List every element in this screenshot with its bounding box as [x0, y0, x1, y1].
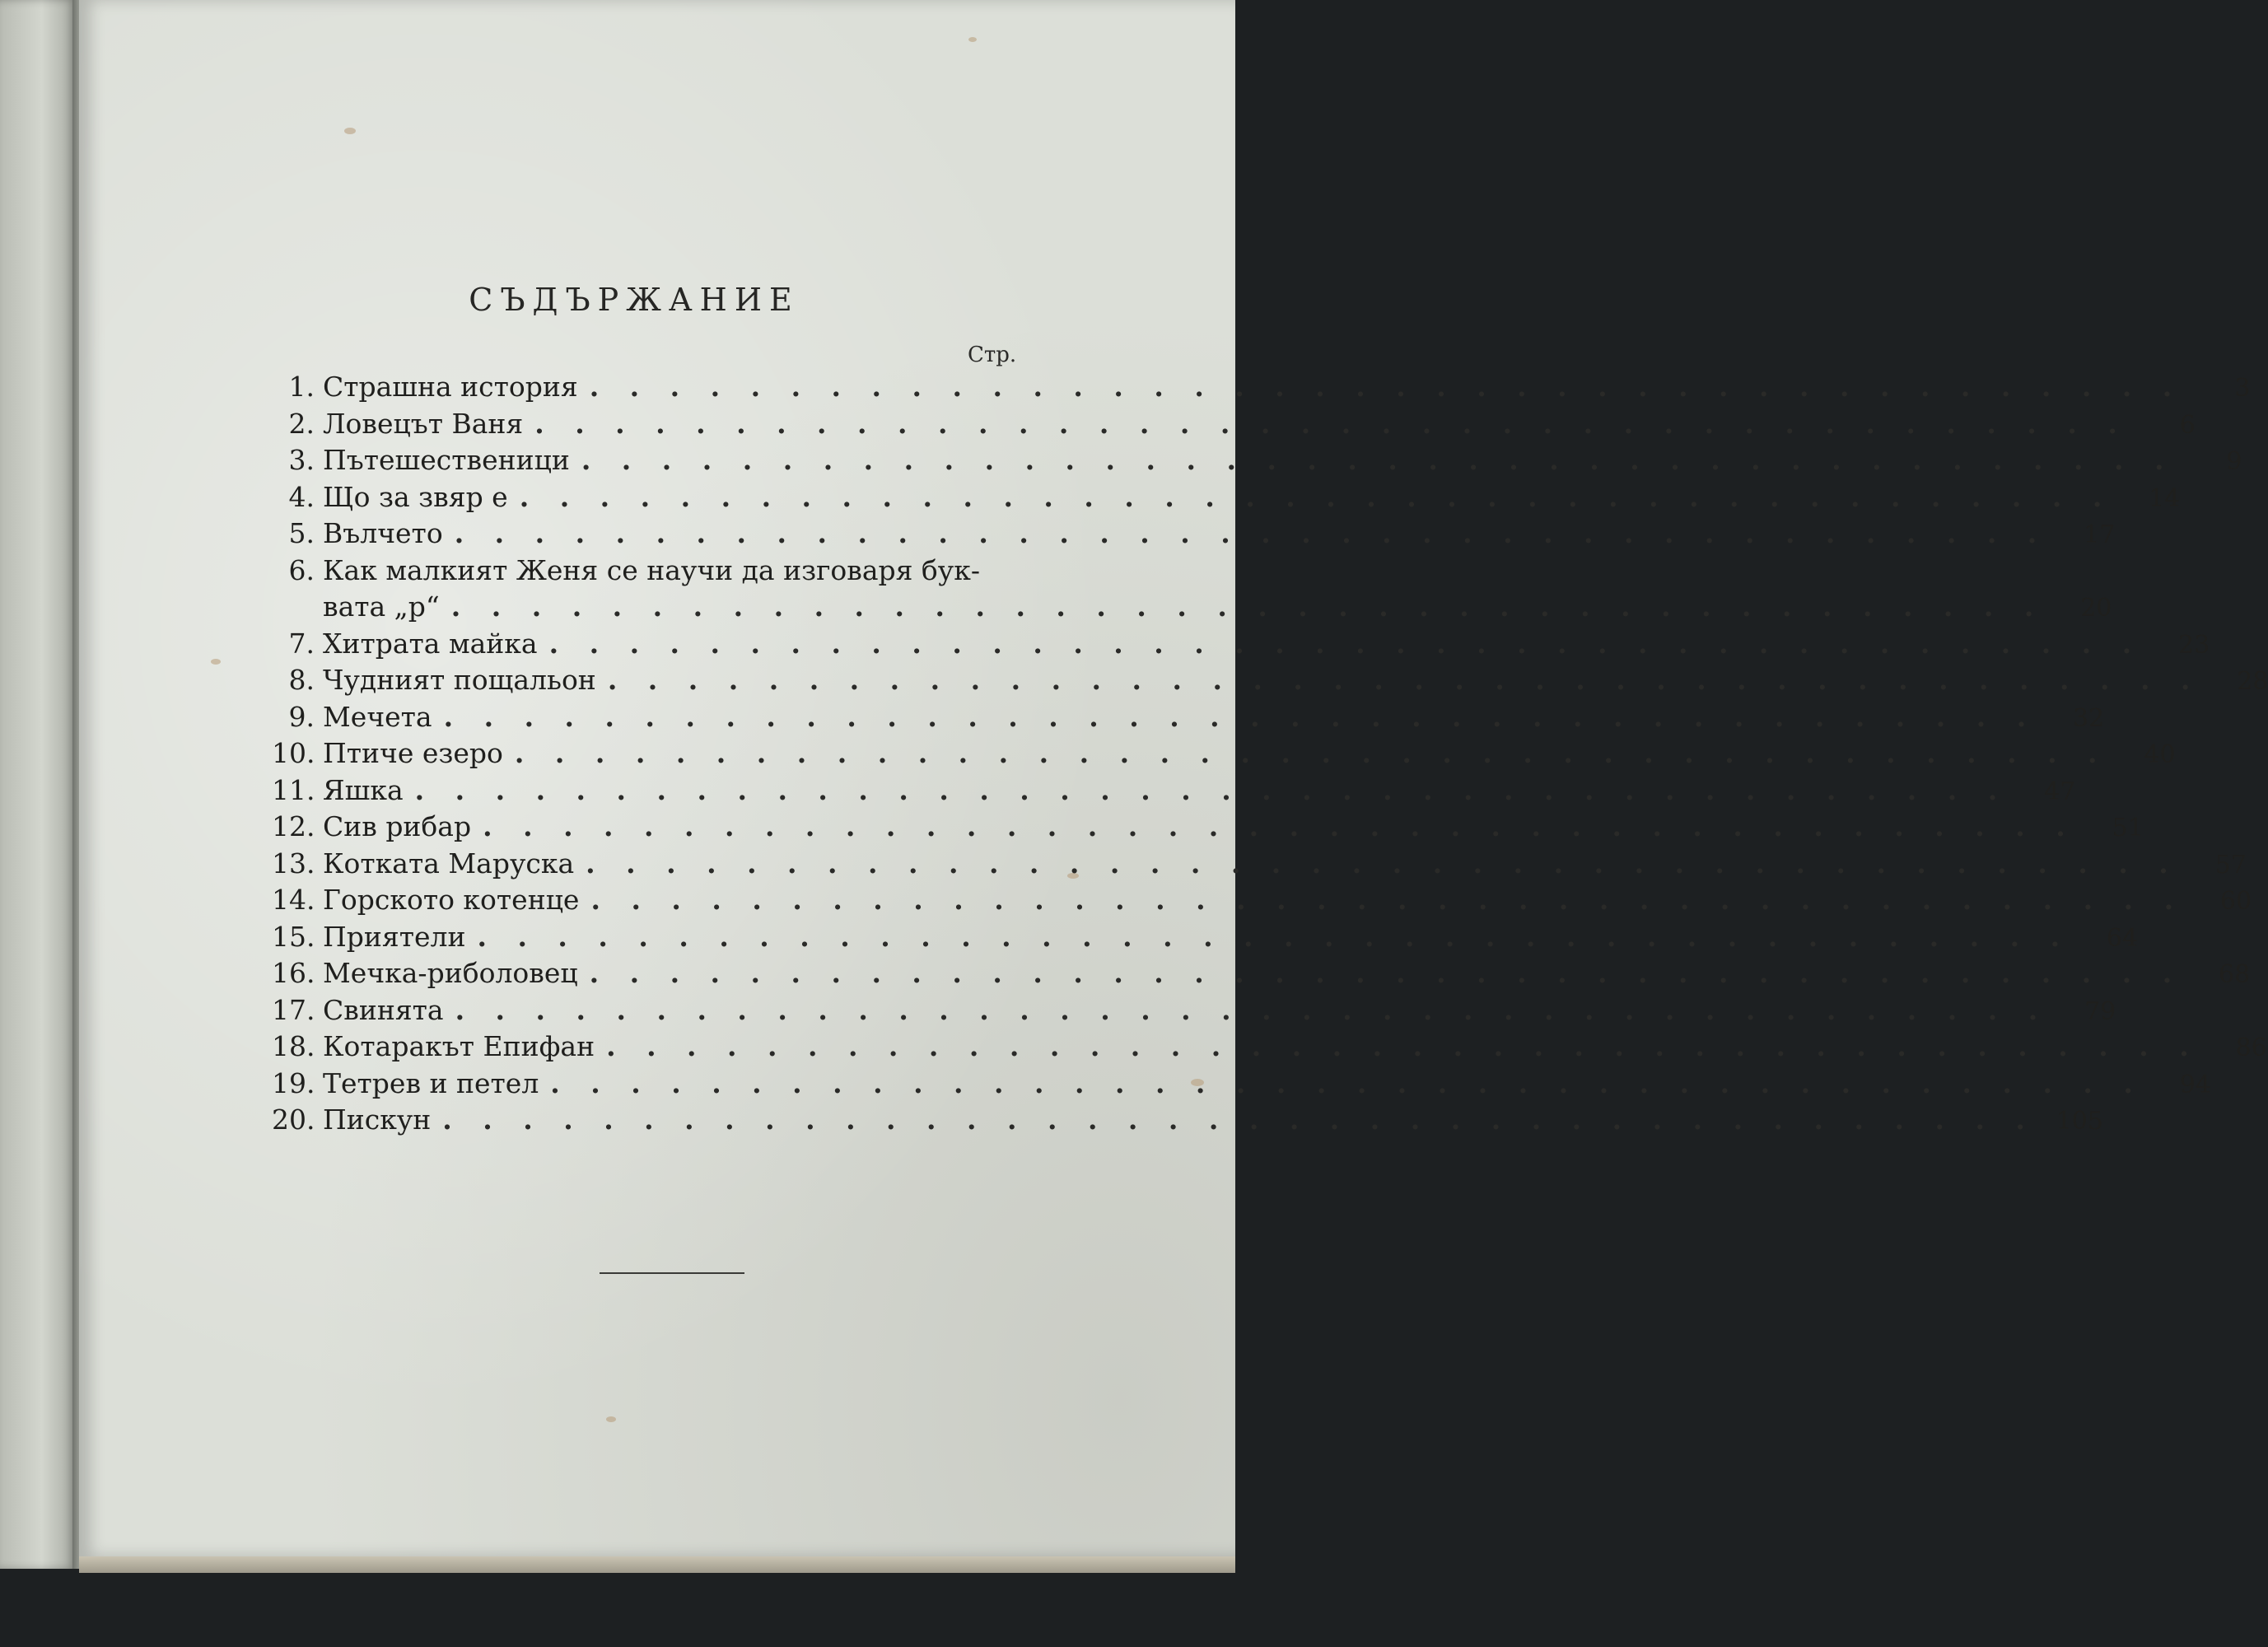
toc-entry-number: 14.	[272, 884, 315, 916]
dot-leader: . . . . . . . . . . . . . . . . . . . . . . . . . . . . . . . . . . . . . . . .	[550, 1066, 2144, 1099]
dot-leader: . . . . . . . . . . . . . . . . . . . . . . . . . . . . . . . . . . . . . . . .	[450, 590, 2045, 623]
toc-entry-page: 17	[2084, 520, 2116, 549]
toc-entry-page: 64	[2106, 923, 2139, 953]
toc-entry	[272, 955, 2251, 992]
toc-entry-number: 3.	[288, 444, 315, 476]
toc-entry-page: 3	[2234, 374, 2251, 403]
table-of-contents	[272, 369, 2268, 1139]
toc-entry-number: 5.	[288, 517, 315, 549]
toc-entry-page: 9	[2226, 447, 2242, 476]
toc-entry	[272, 369, 2251, 406]
toc-entry-page: 23	[2178, 630, 2210, 660]
dot-leader: . . . . . . . . . . . . . . . . . . . . . . . . . . . . . . . . . . . . . . . .	[443, 700, 2037, 733]
toc-entry-title: Тетрев и петел	[323, 1066, 539, 1099]
toc-entry	[272, 882, 2252, 919]
toc-entry-page: 14	[2149, 483, 2181, 513]
toc-entry-number: 6.	[288, 553, 315, 586]
toc-entry-page: 79	[2084, 996, 2116, 1026]
toc-entry	[272, 735, 2176, 772]
page-column-label: Стр.	[968, 343, 1017, 367]
toc-entry-number: 4.	[288, 480, 315, 513]
toc-entry-page: 40	[2144, 740, 2176, 769]
toc-entry-page: 57	[2214, 850, 2247, 879]
dot-leader: . . . . . . . . . . . . . . . . . . . . . . . . . . . . . . . . . . . . . . . .	[442, 1103, 2036, 1136]
toc-entry-page: 51	[2112, 814, 2144, 842]
toc-entry	[272, 516, 2116, 553]
toc-entry	[272, 809, 2144, 846]
toc-entry	[272, 1102, 2103, 1139]
paper-fleck	[968, 37, 977, 42]
dot-leader: . . . . . . . . . . . . . . . . . . . . . . . . . . . . . . . . . . . . . . . .	[590, 884, 2185, 916]
toc-entry-title: Яшка	[323, 773, 404, 806]
toc-entry-number: 10.	[272, 737, 315, 769]
toc-entry-title: Как малкият Женя се научи да изговаря бук-	[323, 553, 980, 586]
toc-entry	[272, 479, 2181, 516]
toc-entry-page: 20	[2080, 594, 2112, 623]
toc-entry-number: 1.	[288, 371, 315, 403]
toc-entry-page: 86	[2235, 1033, 2267, 1062]
toc-entry	[272, 1066, 2211, 1103]
dot-leader: . . . . . . . . . . . . . . . . . . . . . . . . . . . . . . . . . . . . . . . .	[586, 847, 2179, 879]
toc-entry-page: 47	[2044, 777, 2076, 806]
toc-entry-number: 18.	[272, 1030, 315, 1062]
toc-entry-title: Горското котенце	[323, 884, 580, 916]
paper-fleck	[606, 1416, 616, 1422]
toc-entry	[272, 772, 2076, 810]
toc-entry-number: 13.	[272, 847, 315, 879]
toc-entry-number: 2.	[288, 407, 315, 440]
paper-fleck	[344, 128, 356, 134]
toc-entry-number: 9.	[288, 700, 315, 733]
toc-entry-title: Котката Маруска	[323, 847, 575, 879]
toc-entry-page: 60	[2219, 887, 2252, 916]
toc-entry	[272, 406, 2196, 443]
toc-entry	[272, 1029, 2267, 1066]
dot-leader: . . . . . . . . . . . . . . . . . . . . . . . . . . . . . . . . . . . . . . . .	[607, 664, 2201, 696]
toc-entry-title: Пътешественици	[323, 444, 570, 476]
paper-fleck	[211, 659, 221, 665]
toc-entry-number: 15.	[272, 920, 315, 953]
dot-leader: . . . . . . . . . . . . . . . . . . . . . . . . . . . . . . . . . . . . . . . .	[589, 371, 2183, 403]
toc-entry	[272, 919, 2139, 956]
toc-entry	[272, 553, 2112, 626]
toc-entry	[272, 699, 2105, 736]
toc-entry-title: Мечета	[323, 700, 432, 733]
toc-entry-title: Страшна история	[323, 371, 578, 403]
toc-entry-page: 32	[2073, 703, 2105, 733]
dot-leader: . . . . . . . . . . . . . . . . . . . . . . . . . . . . . . . . . . . . . . . .	[483, 810, 2076, 842]
toc-entry-title: Птиче езеро	[323, 737, 503, 769]
toc-entry-title: Ловецът Ваня	[323, 407, 524, 440]
toc-entry-title: вата „р“	[323, 590, 440, 623]
toc-entry	[272, 992, 2116, 1029]
toc-entry-title: Мечка-риболовец	[323, 957, 578, 989]
toc-entry-page: 94	[2179, 1070, 2211, 1099]
toc-entry-number: 17.	[272, 993, 315, 1026]
toc-entry-number: 19.	[272, 1066, 315, 1099]
toc-entry-title: Чудният пощальон	[323, 664, 596, 696]
toc-entry-title: Сив рибар	[323, 810, 472, 842]
page-bottom-edge	[79, 1556, 1235, 1573]
toc-entry-page: 6	[2179, 410, 2196, 440]
dot-leader: . . . . . . . . . . . . . . . . . . . . . . . . . . . . . . . . . . . . . . . .	[519, 480, 2113, 513]
toc-entry-title: Приятели	[323, 920, 466, 953]
dot-leader: . . . . . . . . . . . . . . . . . . . . . . . . . . . . . . . . . . . . . . . .	[454, 517, 2048, 549]
dot-leader: . . . . . . . . . . . . . . . . . . . . . . . . . . . . . . . . . . . . . . . .	[606, 1030, 2200, 1062]
toc-entry-number: 20.	[272, 1103, 315, 1136]
toc-entry-page: 28	[2237, 667, 2268, 696]
toc-entry-number: 12.	[272, 810, 315, 842]
toc-entry	[272, 662, 2268, 699]
toc-entry	[272, 626, 2210, 663]
toc-entry-title: Що за звяр е	[323, 480, 508, 513]
toc-entry-number: 11.	[272, 773, 315, 806]
page-title: СЪДЪРЖАНИЕ	[469, 282, 800, 318]
end-rule	[600, 1272, 744, 1274]
toc-entry-page: 68	[2219, 960, 2251, 989]
dot-leader: . . . . . . . . . . . . . . . . . . . . . . . . . . . . . . . . . . . . . . . .	[548, 627, 2143, 660]
toc-entry-title: Котаракът Епифан	[323, 1030, 595, 1062]
toc-entry-number: 8.	[288, 664, 315, 696]
toc-entry-title: Вълчето	[323, 517, 443, 549]
toc-entry-title: Свинята	[323, 993, 444, 1026]
dot-leader: . . . . . . . . . . . . . . . . . . . . . . . . . . . . . . . . . . . . . . . .	[589, 957, 2183, 989]
toc-entry-number: 16.	[272, 957, 315, 989]
toc-entry	[272, 442, 2242, 479]
dot-leader: . . . . . . . . . . . . . . . . . . . . . . . . . . . . . . . . . . . . . . . .	[477, 920, 2071, 953]
dot-leader: . . . . . . . . . . . . . . . . . . . . . . . . . . . . . . . . . . . . . . . .	[455, 993, 2049, 1026]
toc-entry	[272, 846, 2247, 883]
dot-leader: . . . . . . . . . . . . . . . . . . . . . . . . . . . . . . . . . . . . . . . .	[581, 444, 2175, 476]
previous-page-edge	[0, 0, 76, 1569]
dot-leader: . . . . . . . . . . . . . . . . . . . . . . . . . . . . . . . . . . . . . . . .	[514, 737, 2108, 769]
dot-leader: . . . . . . . . . . . . . . . . . . . . . . . . . . . . . . . . . . . . . . . .	[534, 407, 2128, 440]
toc-entry-title: Пискун	[323, 1103, 432, 1136]
toc-entry-page: 105	[2056, 1107, 2103, 1136]
toc-entry-title: Хитрата майка	[323, 627, 538, 660]
toc-entry-number: 7.	[288, 627, 315, 660]
dot-leader: . . . . . . . . . . . . . . . . . . . . . . . . . . . . . . . . . . . . . . . .	[414, 773, 2009, 806]
